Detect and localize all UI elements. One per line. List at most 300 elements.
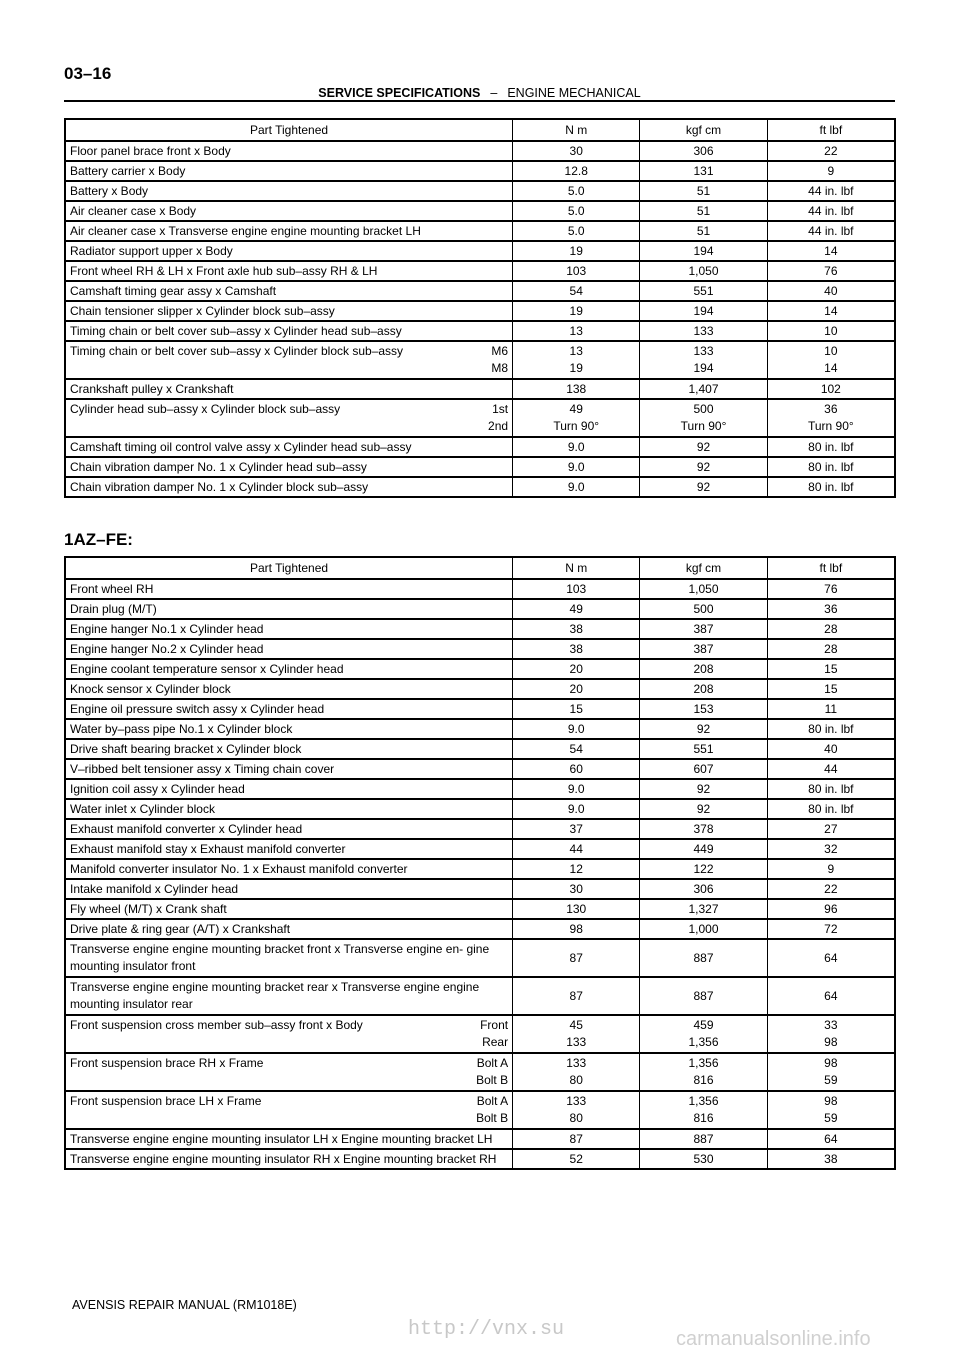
torque-kgf-cell — [640, 759, 767, 779]
torque-value: 103 — [566, 581, 587, 596]
torque-value: 208 — [693, 661, 714, 676]
torque-value: 19 — [569, 303, 583, 318]
torque-value: 12 — [569, 861, 583, 876]
torque-kgf-cell — [640, 719, 767, 739]
table-row — [65, 919, 895, 939]
part-cell — [65, 639, 513, 659]
table-row — [65, 679, 895, 699]
torque-value: 80 in. lbf — [808, 721, 854, 736]
torque-value: 9.0 — [567, 439, 585, 454]
table-row — [65, 819, 895, 839]
table-row — [65, 719, 895, 739]
torque-nm-cell — [513, 579, 640, 599]
part-sub-label: M8 — [491, 361, 509, 375]
table-row — [65, 379, 895, 399]
torque-value: 12.8 — [564, 163, 588, 178]
section-title-1az-fe: 1AZ–FE: — [64, 530, 133, 549]
table-row — [65, 241, 895, 261]
torque-nm-cell — [513, 779, 640, 799]
torque-value: 449 — [693, 841, 714, 856]
torque-ftlbf-cell — [767, 619, 895, 639]
torque-ftlbf-cell — [767, 1129, 895, 1149]
torque-value: 98 — [824, 1056, 838, 1070]
torque-kgf-cell — [640, 899, 767, 919]
part-name: Ignition coil assy x Cylinder head — [70, 781, 245, 796]
part-cell — [65, 977, 513, 1015]
torque-value: 72 — [824, 921, 838, 936]
part-name: Camshaft timing gear assy x Camshaft — [70, 283, 277, 298]
torque-value: 9 — [827, 163, 835, 178]
torque-kgf-cell — [640, 977, 767, 1015]
torque-value: 5.0 — [567, 183, 585, 198]
torque-kgf-cell — [640, 341, 767, 379]
torque-value: 87 — [569, 950, 583, 965]
torque-ftlbf-cell — [767, 141, 895, 161]
torque-kgf-cell — [640, 241, 767, 261]
torque-nm-cell — [513, 181, 640, 201]
torque-value: 28 — [824, 641, 838, 656]
torque-kgf-cell — [640, 261, 767, 281]
part-cell — [65, 437, 513, 457]
torque-value: 37 — [569, 821, 583, 836]
torque-kgf-cell — [640, 879, 767, 899]
torque-ftlbf-cell — [767, 379, 895, 399]
torque-kgf-cell — [640, 1053, 767, 1091]
torque-ftlbf-cell — [767, 859, 895, 879]
torque-nm-cell — [513, 759, 640, 779]
torque-kgf-cell — [640, 437, 767, 457]
torque-kgf-cell — [640, 819, 767, 839]
table-row — [65, 477, 895, 497]
part-cell — [65, 221, 513, 241]
torque-ftlbf-cell — [767, 639, 895, 659]
torque-value: 133 — [566, 1035, 587, 1049]
torque-value: 54 — [569, 283, 583, 298]
torque-nm-cell — [513, 281, 640, 301]
torque-ftlbf-cell — [767, 221, 895, 241]
torque-value: 5.0 — [567, 223, 585, 238]
torque-nm-cell — [513, 799, 640, 819]
part-name: Camshaft timing oil control valve assy x Cylinder head sub–assy — [70, 439, 412, 454]
part-name: Engine oil pressure switch assy x Cylinder head — [70, 701, 325, 716]
torque-value: 133 — [566, 1056, 587, 1070]
table-row — [65, 161, 895, 181]
torque-value: 80 in. lbf — [808, 439, 854, 454]
torque-kgf-cell — [640, 659, 767, 679]
torque-value: 14 — [824, 303, 838, 318]
torque-nm-cell — [513, 141, 640, 161]
table-row — [65, 1149, 895, 1169]
part-name: Water by–pass pipe No.1 x Cylinder block — [70, 721, 293, 736]
table-row — [65, 141, 895, 161]
torque-kgf-cell — [640, 699, 767, 719]
torque-value: 20 — [569, 681, 583, 696]
torque-nm-cell — [513, 261, 640, 281]
part-name: Chain tensioner slipper x Cylinder block sub–assy — [70, 303, 335, 318]
torque-value: 80 — [569, 1073, 583, 1087]
torque-ftlbf-cell — [767, 1053, 895, 1091]
part-cell — [65, 659, 513, 679]
torque-value: 92 — [696, 801, 711, 816]
table-row — [65, 579, 895, 599]
torque-kgf-cell — [640, 161, 767, 181]
torque-table-general — [64, 118, 896, 498]
torque-value: 194 — [693, 361, 714, 375]
torque-value: 9.0 — [567, 781, 585, 796]
torque-value: 80 in. lbf — [808, 459, 854, 474]
part-sub-label: 2nd — [488, 419, 509, 433]
torque-value: 530 — [693, 1151, 714, 1166]
torque-ftlbf-cell — [767, 1091, 895, 1129]
torque-value: 1,000 — [688, 921, 719, 936]
torque-ftlbf-cell — [767, 779, 895, 799]
table-row — [65, 899, 895, 919]
torque-ftlbf-cell — [767, 477, 895, 497]
torque-kgf-cell — [640, 739, 767, 759]
torque-value: 13 — [569, 344, 583, 358]
table-row — [65, 879, 895, 899]
part-cell — [65, 281, 513, 301]
torque-ftlbf-cell — [767, 1015, 895, 1053]
column-header: ft lbf — [767, 119, 895, 141]
torque-value: 10 — [824, 344, 838, 358]
torque-value: 153 — [693, 701, 714, 716]
part-cell — [65, 939, 513, 977]
torque-value: 1,356 — [688, 1035, 719, 1049]
torque-ftlbf-cell — [767, 201, 895, 221]
torque-value: 551 — [693, 741, 714, 756]
torque-value: 1,050 — [688, 263, 719, 278]
torque-value: 28 — [824, 621, 838, 636]
torque-ftlbf-cell — [767, 399, 895, 437]
torque-kgf-cell — [640, 477, 767, 497]
torque-value: Turn 90° — [807, 419, 854, 433]
part-name: Fly wheel (M/T) x Crank shaft — [70, 901, 227, 916]
torque-nm-cell — [513, 939, 640, 977]
torque-ftlbf-cell — [767, 739, 895, 759]
torque-value: 51 — [696, 183, 711, 198]
torque-value: 306 — [693, 881, 714, 896]
part-cell — [65, 261, 513, 281]
torque-value: 49 — [569, 402, 583, 416]
part-name: Engine hanger No.2 x Cylinder head — [70, 641, 264, 656]
torque-nm-cell — [513, 221, 640, 241]
torque-value: 80 in. lbf — [808, 801, 854, 816]
torque-value: Turn 90° — [680, 419, 727, 433]
torque-value: 607 — [693, 761, 714, 776]
torque-kgf-cell — [640, 457, 767, 477]
torque-value: 92 — [696, 479, 711, 494]
torque-value: 38 — [824, 1151, 838, 1166]
torque-value: 38 — [569, 621, 583, 636]
part-cell — [65, 341, 513, 379]
torque-ftlbf-cell — [767, 301, 895, 321]
page-footer: AVENSIS REPAIR MANUAL (RM1018E) — [72, 1298, 297, 1312]
torque-value: 40 — [824, 741, 838, 756]
torque-value: 1,356 — [688, 1094, 719, 1108]
table-row — [65, 437, 895, 457]
torque-value: 1,407 — [688, 381, 719, 396]
torque-kgf-cell — [640, 639, 767, 659]
torque-nm-cell — [513, 201, 640, 221]
torque-table-1az-fe — [64, 556, 896, 1170]
table-row — [65, 457, 895, 477]
part-name: Battery carrier x Body — [70, 163, 186, 178]
torque-kgf-cell — [640, 939, 767, 977]
torque-value: 103 — [566, 263, 587, 278]
torque-value: 52 — [569, 1151, 583, 1166]
torque-value: 19 — [569, 243, 583, 258]
part-cell — [65, 181, 513, 201]
table-row — [65, 201, 895, 221]
torque-value: 387 — [693, 641, 714, 656]
torque-value: 51 — [696, 223, 711, 238]
torque-value: 98 — [824, 1035, 838, 1049]
torque-kgf-cell — [640, 141, 767, 161]
page-header — [64, 86, 895, 102]
torque-ftlbf-cell — [767, 181, 895, 201]
part-name: Knock sensor x Cylinder block — [70, 681, 231, 696]
part-name: Transverse engine engine mounting insulator LH x Engine mounting bracket LH — [70, 1131, 493, 1146]
torque-value: 80 in. lbf — [808, 479, 854, 494]
table-row — [65, 321, 895, 341]
part-sub-label: 1st — [492, 402, 509, 416]
part-sub-label: Rear — [482, 1035, 509, 1049]
part-cell — [65, 739, 513, 759]
torque-value: 551 — [693, 283, 714, 298]
torque-value: 92 — [696, 459, 711, 474]
torque-value: 13 — [569, 323, 583, 338]
torque-value: 816 — [693, 1073, 714, 1087]
torque-value: 76 — [824, 581, 838, 596]
part-cell — [65, 919, 513, 939]
torque-nm-cell — [513, 241, 640, 261]
part-cell — [65, 599, 513, 619]
torque-value: 30 — [569, 143, 583, 158]
torque-value: 208 — [693, 681, 714, 696]
torque-nm-cell — [513, 719, 640, 739]
torque-value: 27 — [824, 821, 838, 836]
table-row — [65, 221, 895, 241]
header-subsection: ENGINE MECHANICAL — [507, 86, 641, 100]
part-sub-label: Bolt A — [476, 1056, 509, 1070]
column-header: kgf cm — [640, 119, 767, 141]
table-row — [65, 1015, 895, 1053]
torque-ftlbf-cell — [767, 839, 895, 859]
part-name: Front suspension brace LH x Frame — [70, 1094, 262, 1108]
part-name: Battery x Body — [70, 183, 149, 198]
torque-value: 49 — [569, 601, 583, 616]
torque-value: 1,050 — [688, 581, 719, 596]
table-row — [65, 281, 895, 301]
torque-value: 9.0 — [567, 459, 585, 474]
part-cell — [65, 379, 513, 399]
part-cell — [65, 1149, 513, 1169]
torque-ftlbf-cell — [767, 699, 895, 719]
torque-value: 1,327 — [688, 901, 719, 916]
part-cell — [65, 201, 513, 221]
torque-ftlbf-cell — [767, 241, 895, 261]
part-name: Front wheel RH & LH x Front axle hub sub–assy RH & LH — [70, 263, 378, 278]
torque-value: 80 in. lbf — [808, 781, 854, 796]
torque-nm-cell — [513, 879, 640, 899]
torque-ftlbf-cell — [767, 161, 895, 181]
torque-value: 33 — [824, 1018, 838, 1032]
part-cell — [65, 799, 513, 819]
table-row — [65, 1091, 895, 1129]
torque-value: 9.0 — [567, 479, 585, 494]
torque-kgf-cell — [640, 859, 767, 879]
part-cell — [65, 241, 513, 261]
torque-value: 64 — [824, 950, 838, 965]
part-name: Exhaust manifold converter x Cylinder head — [70, 821, 303, 836]
torque-value: 459 — [693, 1018, 714, 1032]
torque-value: 60 — [569, 761, 583, 776]
part-sub-label: Bolt B — [476, 1111, 509, 1125]
part-cell — [65, 399, 513, 437]
torque-value: 98 — [569, 921, 583, 936]
torque-value: 76 — [824, 263, 838, 278]
torque-nm-cell — [513, 859, 640, 879]
torque-value: 133 — [693, 323, 714, 338]
column-header: N m — [513, 119, 640, 141]
torque-value: 59 — [824, 1111, 838, 1125]
torque-nm-cell — [513, 437, 640, 457]
part-name: Timing chain or belt cover sub–assy x Cylinder block sub–assy — [70, 344, 404, 358]
torque-nm-cell — [513, 341, 640, 379]
torque-nm-cell — [513, 1053, 640, 1091]
torque-nm-cell — [513, 699, 640, 719]
torque-kgf-cell — [640, 1129, 767, 1149]
part-name: Front suspension brace RH x Frame — [70, 1056, 264, 1070]
part-name: Radiator support upper x Body — [70, 243, 233, 258]
torque-value: 38 — [569, 641, 583, 656]
torque-ftlbf-cell — [767, 579, 895, 599]
part-cell — [65, 477, 513, 497]
torque-value: 131 — [693, 163, 714, 178]
torque-value: 15 — [824, 661, 838, 676]
torque-value: 22 — [824, 143, 838, 158]
torque-nm-cell — [513, 399, 640, 437]
part-name: Cylinder head sub–assy x Cylinder block sub–assy — [70, 402, 341, 416]
torque-value: 44 — [569, 841, 583, 856]
torque-kgf-cell — [640, 1015, 767, 1053]
torque-value: 92 — [696, 439, 711, 454]
table-row — [65, 619, 895, 639]
part-cell — [65, 839, 513, 859]
table-row — [65, 839, 895, 859]
part-cell — [65, 859, 513, 879]
torque-nm-cell — [513, 1149, 640, 1169]
torque-kgf-cell — [640, 919, 767, 939]
torque-value: 32 — [824, 841, 838, 856]
torque-ftlbf-cell — [767, 799, 895, 819]
part-name: Drive plate & ring gear (A/T) x Crankshaft — [70, 921, 291, 936]
part-name: Air cleaner case x Body — [70, 203, 197, 218]
part-name: Drive shaft bearing bracket x Cylinder block — [70, 741, 302, 756]
torque-value: 64 — [824, 1131, 838, 1146]
torque-value: 887 — [693, 988, 714, 1003]
part-cell — [65, 779, 513, 799]
table-row — [65, 859, 895, 879]
torque-value: 138 — [566, 381, 587, 396]
table-row — [65, 261, 895, 281]
part-name: Transverse engine engine mounting insulator RH x Engine mounting bracket RH — [70, 1151, 497, 1166]
torque-ftlbf-cell — [767, 879, 895, 899]
column-header: Part Tightened — [65, 119, 513, 141]
table-header-row — [65, 557, 895, 579]
part-name: Transverse engine engine mounting bracket rear x Transverse engine engine mounting insulator rear — [70, 980, 480, 1011]
torque-ftlbf-cell — [767, 899, 895, 919]
torque-kgf-cell — [640, 281, 767, 301]
torque-kgf-cell — [640, 301, 767, 321]
torque-value: 15 — [824, 681, 838, 696]
table-row — [65, 759, 895, 779]
table-row — [65, 699, 895, 719]
part-name: Crankshaft pulley x Crankshaft — [70, 381, 234, 396]
torque-ftlbf-cell — [767, 819, 895, 839]
torque-value: 9.0 — [567, 721, 585, 736]
torque-value: 816 — [693, 1111, 714, 1125]
part-name: Intake manifold x Cylinder head — [70, 881, 239, 896]
watermark-site: carmanualsonline.info — [676, 1328, 871, 1350]
torque-value: 1,356 — [688, 1056, 719, 1070]
table-row — [65, 939, 895, 977]
part-name: Exhaust manifold stay x Exhaust manifold converter — [70, 841, 346, 856]
torque-nm-cell — [513, 639, 640, 659]
torque-value: 500 — [693, 601, 714, 616]
part-cell — [65, 1053, 513, 1091]
torque-kgf-cell — [640, 1091, 767, 1129]
torque-nm-cell — [513, 819, 640, 839]
torque-value: 22 — [824, 881, 838, 896]
torque-kgf-cell — [640, 201, 767, 221]
torque-ftlbf-cell — [767, 341, 895, 379]
torque-kgf-cell — [640, 1149, 767, 1169]
torque-nm-cell — [513, 301, 640, 321]
torque-value: 5.0 — [567, 203, 585, 218]
torque-value: 30 — [569, 881, 583, 896]
torque-value: 40 — [824, 283, 838, 298]
torque-kgf-cell — [640, 619, 767, 639]
column-header: ft lbf — [767, 557, 895, 579]
torque-value: 887 — [693, 950, 714, 965]
torque-nm-cell — [513, 977, 640, 1015]
column-header: kgf cm — [640, 557, 767, 579]
torque-ftlbf-cell — [767, 977, 895, 1015]
torque-nm-cell — [513, 457, 640, 477]
torque-value: 14 — [824, 243, 838, 258]
torque-kgf-cell — [640, 599, 767, 619]
torque-value: 44 — [824, 761, 838, 776]
torque-nm-cell — [513, 619, 640, 639]
torque-value: 14 — [824, 361, 838, 375]
part-name: Air cleaner case x Transverse engine engine mounting bracket LH — [70, 223, 421, 238]
torque-ftlbf-cell — [767, 719, 895, 739]
table-row — [65, 599, 895, 619]
table-row — [65, 1129, 895, 1149]
torque-value: 59 — [824, 1073, 838, 1087]
torque-value: 54 — [569, 741, 583, 756]
header-dash: – — [490, 86, 498, 100]
part-name: Engine hanger No.1 x Cylinder head — [70, 621, 264, 636]
torque-value: 122 — [693, 861, 714, 876]
torque-value: 44 in. lbf — [808, 203, 854, 218]
torque-nm-cell — [513, 161, 640, 181]
column-header: Part Tightened — [65, 557, 513, 579]
torque-value: 87 — [569, 1131, 583, 1146]
torque-value: 11 — [824, 701, 838, 716]
